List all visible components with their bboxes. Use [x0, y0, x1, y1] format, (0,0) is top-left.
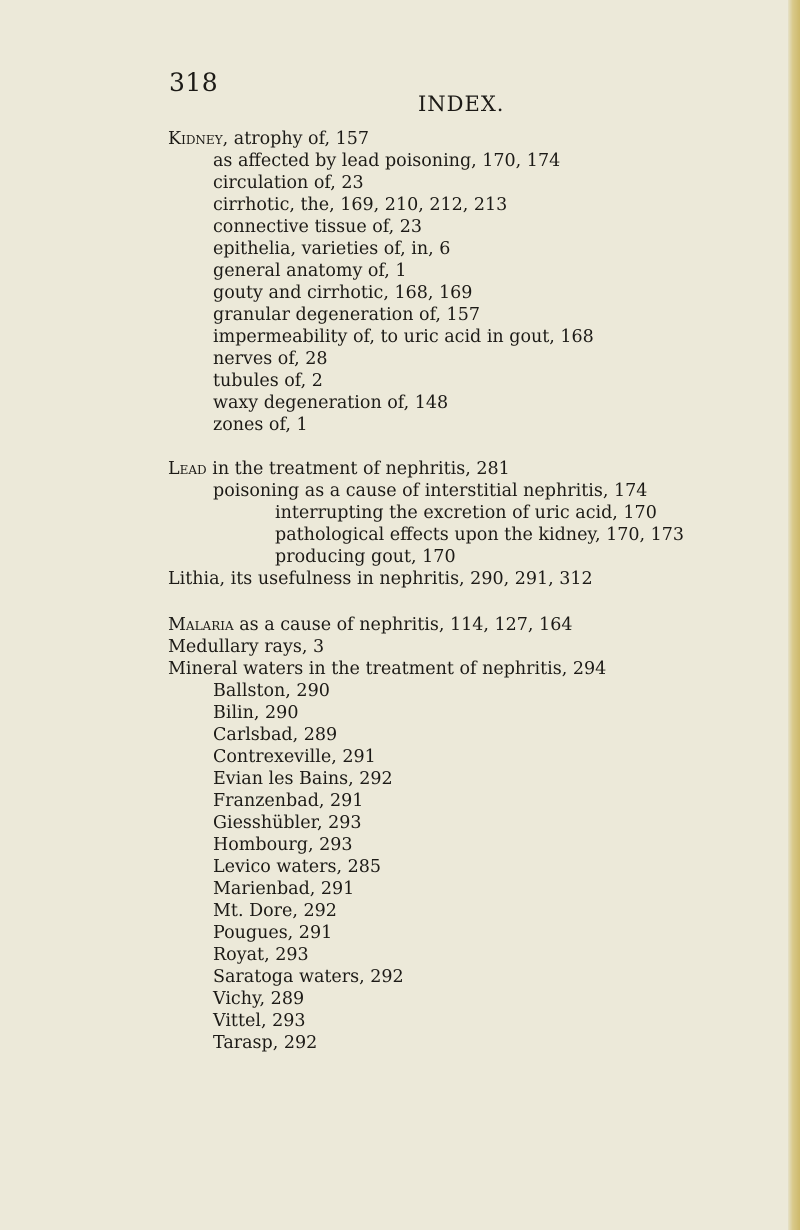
entry-heading: Kidney,	[168, 129, 229, 149]
sub-entry: granular degeneration of, 157	[213, 305, 480, 325]
page-number: 318	[169, 68, 219, 97]
sub-entry: cirrhotic, the, 169, 210, 212, 213	[213, 195, 508, 215]
sub-entry: Contrexeville, 291	[213, 747, 376, 767]
sub-entry: epithelia, varieties of, in, 6	[213, 239, 451, 259]
sub-entry: circulation of, 23	[213, 173, 364, 193]
sub-entry: Levico waters, 285	[213, 857, 382, 877]
entry-text: atrophy of, 157	[233, 129, 369, 149]
sub-entry: as affected by lead poisoning, 170, 174	[213, 151, 561, 171]
index-entry-mineral-waters: Mineral waters in the treatment of nephritis, 294	[168, 659, 607, 679]
sub-entry: Evian les Bains, 292	[213, 769, 393, 789]
sub-entry: poisoning as a cause of interstitial nephritis, 174	[213, 481, 648, 501]
sub-entry: Mt. Dore, 292	[213, 901, 337, 921]
sub-entry: waxy degeneration of, 148	[213, 393, 449, 413]
sub-sub-entry: pathological effects upon the kidney, 170, 173	[275, 525, 685, 545]
entry-text: in the treatment of nephritis, 281	[212, 459, 510, 479]
sub-entry: Marienbad, 291	[213, 879, 355, 899]
sub-sub-entry: producing gout, 170	[275, 547, 456, 567]
sub-entry: Franzenbad, 291	[213, 791, 364, 811]
sub-entry: zones of, 1	[213, 415, 308, 435]
sub-entry: Tarasp, 292	[213, 1033, 318, 1053]
sub-entry: Bilin, 290	[213, 703, 299, 723]
sub-entry: Royat, 293	[213, 945, 309, 965]
sub-entry: gouty and cirrhotic, 168, 169	[213, 283, 473, 303]
sub-entry: Giesshübler, 293	[213, 813, 362, 833]
sub-entry: tubules of, 2	[213, 371, 323, 391]
sub-entry: Ballston, 290	[213, 681, 330, 701]
sub-sub-entry: interrupting the excretion of uric acid, 170	[275, 503, 657, 523]
index-entry-malaria	[168, 614, 572, 636]
sub-entry: impermeability of, to uric acid in gout, 168	[213, 327, 594, 347]
sub-entry: Vichy, 289	[213, 989, 305, 1009]
sub-entry: Pougues, 291	[213, 923, 333, 943]
entry-heading: Lead	[168, 459, 207, 479]
sub-entry: connective tissue of, 23	[213, 217, 423, 237]
index-entry-lead	[168, 458, 510, 480]
sub-entry: Vittel, 293	[213, 1011, 306, 1031]
index-entry-kidney	[168, 128, 369, 150]
sub-entry: general anatomy of, 1	[213, 261, 407, 281]
index-entry-lithia: Lithia, its usefulness in nephritis, 290, 291, 312	[168, 569, 593, 589]
sub-entry: Carlsbad, 289	[213, 725, 338, 745]
sub-entry: Saratoga waters, 292	[213, 967, 404, 987]
index-entry-medullary: Medullary rays, 3	[168, 637, 325, 657]
entry-text: as a cause of nephritis, 114, 127, 164	[239, 615, 573, 635]
entry-heading: Malaria	[168, 615, 234, 635]
sub-entry: nerves of, 28	[213, 349, 328, 369]
running-head: INDEX.	[418, 92, 505, 116]
sub-entry: Hombourg, 293	[213, 835, 353, 855]
